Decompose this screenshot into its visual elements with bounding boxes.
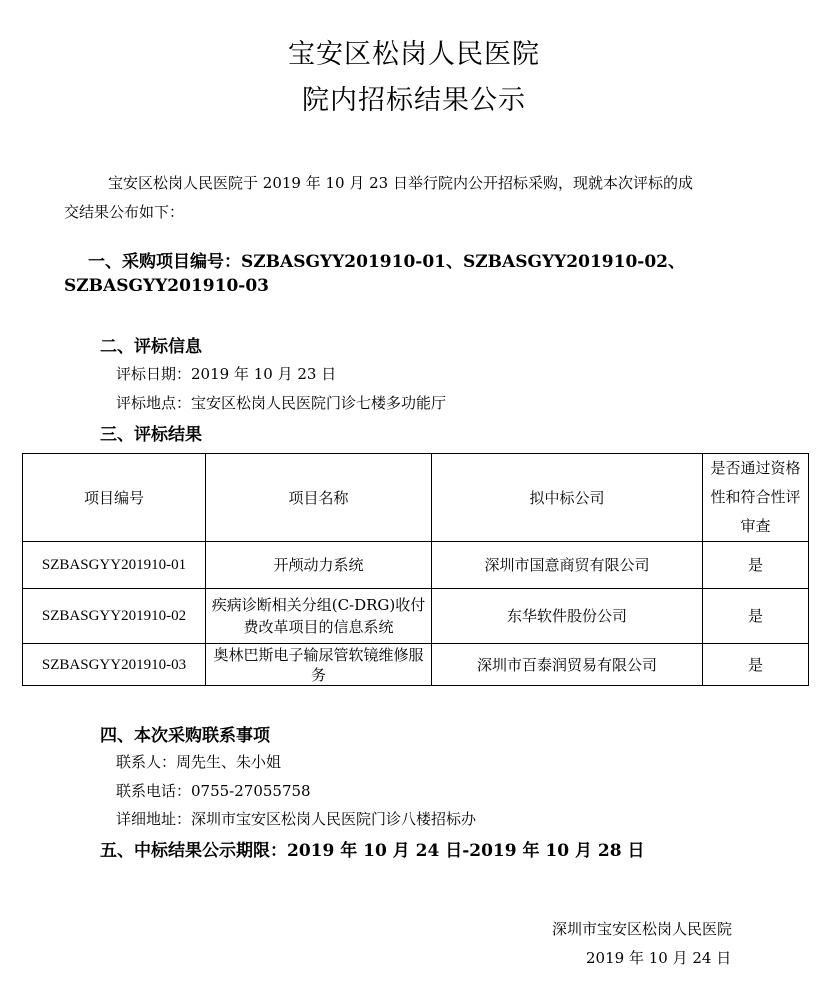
page-title-line2: 院内招标结果公示 bbox=[302, 85, 526, 116]
results-table bbox=[22, 453, 809, 686]
project-code: SZBASGYY201910-01 bbox=[23, 542, 206, 589]
winning-company: 深圳市国意商贸有限公司 bbox=[432, 542, 703, 589]
contact-person: 联系人：周先生、朱小姐 bbox=[116, 753, 282, 771]
project-code: SZBASGYY201910-02 bbox=[23, 589, 206, 644]
intro-line1: 宝安区松岗人民医院于 2019 年 10 月 23 日举行院内公开招标采购，现就本次评标的成 bbox=[108, 174, 693, 192]
issuer-organization: 深圳市宝安区松岗人民医院 bbox=[552, 920, 733, 938]
table-row bbox=[23, 589, 809, 644]
section1-line1: 一、采购项目编号：SZBASGYY201910-01、SZBASGYY201910-02、 bbox=[88, 252, 685, 272]
section2-heading: 二、评标信息 bbox=[100, 337, 202, 357]
project-code: SZBASGYY201910-03 bbox=[23, 644, 206, 686]
header-project-name: 项目名称 bbox=[206, 454, 432, 542]
eval-location: 评标地点：宝安区松岗人民医院门诊七楼多功能厅 bbox=[116, 394, 447, 412]
issue-date: 2019 年 10 月 24 日 bbox=[586, 949, 732, 967]
winning-company: 东华软件股份公司 bbox=[432, 589, 703, 644]
winning-company: 深圳市百泰润贸易有限公司 bbox=[432, 644, 703, 686]
header-winning-company: 拟中标公司 bbox=[432, 454, 703, 542]
intro-line2: 交结果公布如下： bbox=[64, 203, 185, 221]
eval-date: 评标日期：2019 年 10 月 23 日 bbox=[116, 365, 337, 383]
header-qualification-pass: 是否通过资格性和符合性评审查 bbox=[703, 454, 809, 542]
qualification-pass: 是 bbox=[703, 589, 809, 644]
contact-phone: 联系电话：0755-27055758 bbox=[116, 782, 311, 800]
page-title-line1: 宝安区松岗人民医院 bbox=[288, 39, 540, 70]
qualification-pass: 是 bbox=[703, 644, 809, 686]
project-name: 疾病诊断相关分组(C-DRG)收付费改革项目的信息系统 bbox=[206, 589, 432, 644]
section3-heading: 三、评标结果 bbox=[100, 425, 202, 445]
qualification-pass: 是 bbox=[703, 542, 809, 589]
header-project-code: 项目编号 bbox=[23, 454, 206, 542]
project-name: 奥林巴斯电子输尿管软镜维修服务 bbox=[206, 644, 432, 686]
table-header-row bbox=[23, 454, 809, 542]
publicity-period: 五、中标结果公示期限：2019 年 10 月 24 日-2019 年 10 月 28 日 bbox=[100, 841, 645, 861]
project-name: 开颅动力系统 bbox=[206, 542, 432, 589]
section1-line2: SZBASGYY201910-03 bbox=[64, 276, 269, 296]
contact-address: 详细地址：深圳市宝安区松岗人民医院门诊八楼招标办 bbox=[116, 810, 477, 828]
table-row bbox=[23, 644, 809, 686]
section4-heading: 四、本次采购联系事项 bbox=[100, 726, 270, 746]
table-row bbox=[23, 542, 809, 589]
